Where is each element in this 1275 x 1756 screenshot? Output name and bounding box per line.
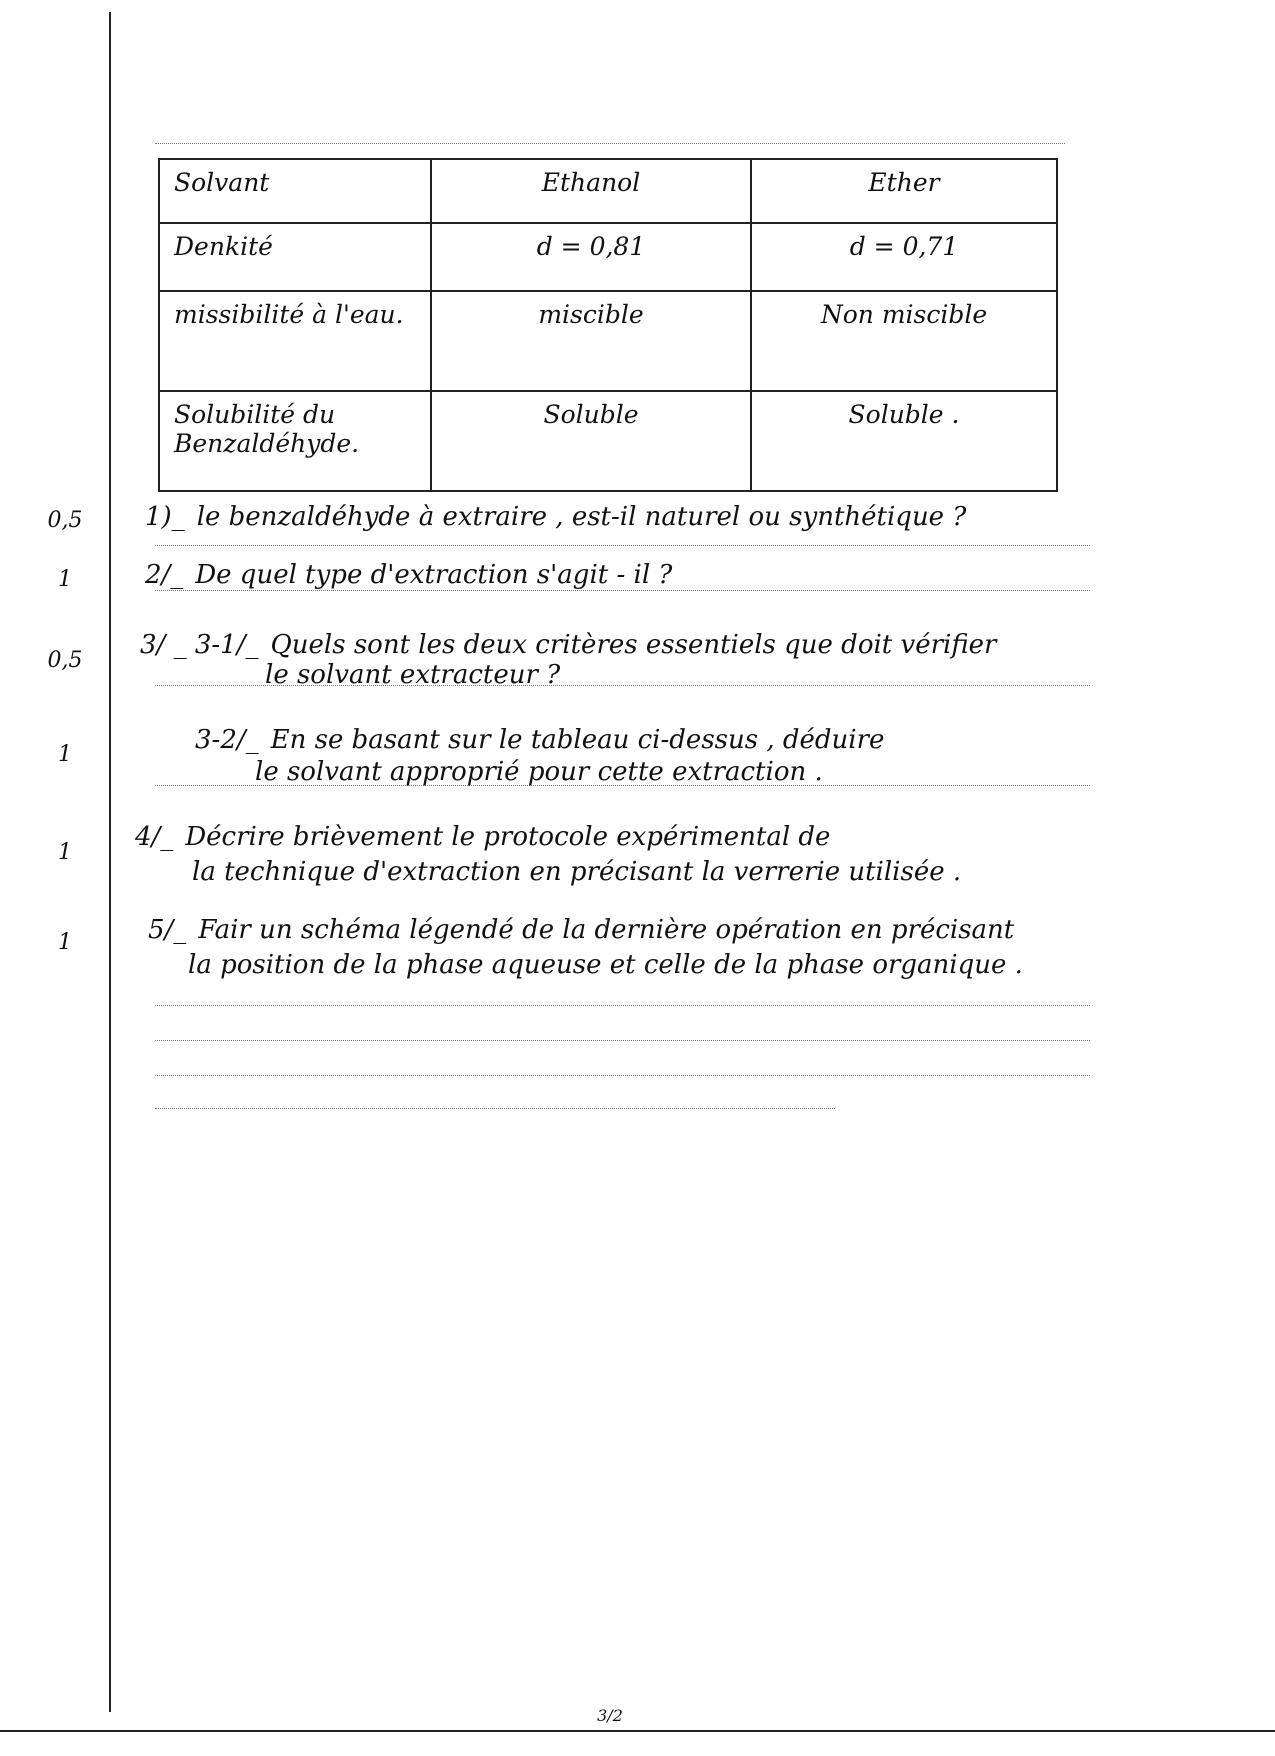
mark: 1 bbox=[58, 840, 72, 865]
cell-ether: Non miscible bbox=[751, 291, 1057, 391]
table-row bbox=[159, 291, 1057, 391]
mark: 0,5 bbox=[47, 648, 83, 673]
margin-rule bbox=[109, 12, 111, 1712]
question-text: le benzaldéhyde à extraire , est-il naturel ou synthétique ? bbox=[196, 502, 967, 532]
question-4 bbox=[135, 822, 830, 852]
ruled-line bbox=[155, 1075, 1090, 1076]
question-3-2 bbox=[195, 725, 884, 755]
table-row bbox=[159, 391, 1057, 491]
question-text-line1: En se basant sur le tableau ci-dessus , déduire bbox=[270, 725, 885, 755]
cell-ethanol: Soluble bbox=[431, 391, 751, 491]
mark: 1 bbox=[58, 742, 72, 767]
question-1 bbox=[145, 502, 966, 532]
cell-ether: Soluble . bbox=[751, 391, 1057, 491]
ruled-line bbox=[155, 143, 1065, 144]
mark: 0,5 bbox=[47, 508, 83, 533]
cell-ethanol: miscible bbox=[431, 291, 751, 391]
question-3-1-line2: le solvant extracteur ? bbox=[265, 660, 561, 690]
question-text-line1: Décrire brièvement le protocole expérimental de bbox=[185, 822, 831, 852]
question-text: De quel type d'extraction s'agit - il ? bbox=[195, 560, 673, 590]
ruled-line bbox=[155, 1040, 1090, 1041]
solvent-table bbox=[158, 158, 1058, 492]
ruled-line bbox=[155, 545, 1090, 546]
ruled-line bbox=[155, 590, 1090, 591]
question-number: 3-2/_ bbox=[195, 725, 259, 755]
question-number: 3/ _ 3-1/_ bbox=[140, 630, 259, 660]
mark: 1 bbox=[58, 930, 72, 955]
question-3-2-line2: le solvant approprié pour cette extraction . bbox=[255, 757, 823, 787]
bottom-rule bbox=[0, 1730, 1275, 1732]
question-number: 4/_ bbox=[135, 822, 174, 852]
question-text-line1: Quels sont les deux critères essentiels que doit vérifier bbox=[270, 630, 997, 660]
ruled-line bbox=[155, 1005, 1090, 1006]
header-ether: Ether bbox=[751, 159, 1057, 223]
question-3-1 bbox=[140, 630, 997, 660]
question-text-line1: Fair un schéma légendé de la dernière opération en précisant bbox=[198, 915, 1015, 945]
mark: 1 bbox=[58, 567, 72, 592]
question-number: 5/_ bbox=[148, 915, 187, 945]
ruled-line bbox=[155, 1108, 835, 1109]
cell-ether: d = 0,71 bbox=[751, 223, 1057, 291]
table-row bbox=[159, 223, 1057, 291]
row-label: Solubilité du Benzaldéhyde. bbox=[159, 391, 431, 491]
header-solvant: Solvant bbox=[159, 159, 431, 223]
table-header-row bbox=[159, 159, 1057, 223]
question-number: 1)_ bbox=[145, 502, 185, 532]
question-5 bbox=[148, 915, 1014, 945]
question-number: 2/_ bbox=[145, 560, 184, 590]
page-number: 3/2 bbox=[597, 1706, 623, 1725]
header-ethanol: Ethanol bbox=[431, 159, 751, 223]
question-5-line2: la position de la phase aqueuse et celle de la phase organique . bbox=[188, 950, 1023, 980]
question-2 bbox=[145, 560, 672, 590]
cell-ethanol: d = 0,81 bbox=[431, 223, 751, 291]
question-4-line2: la technique d'extraction en précisant la verrerie utilisée . bbox=[192, 857, 962, 887]
row-label: Denkité bbox=[159, 223, 431, 291]
row-label: missibilité à l'eau. bbox=[159, 291, 431, 391]
